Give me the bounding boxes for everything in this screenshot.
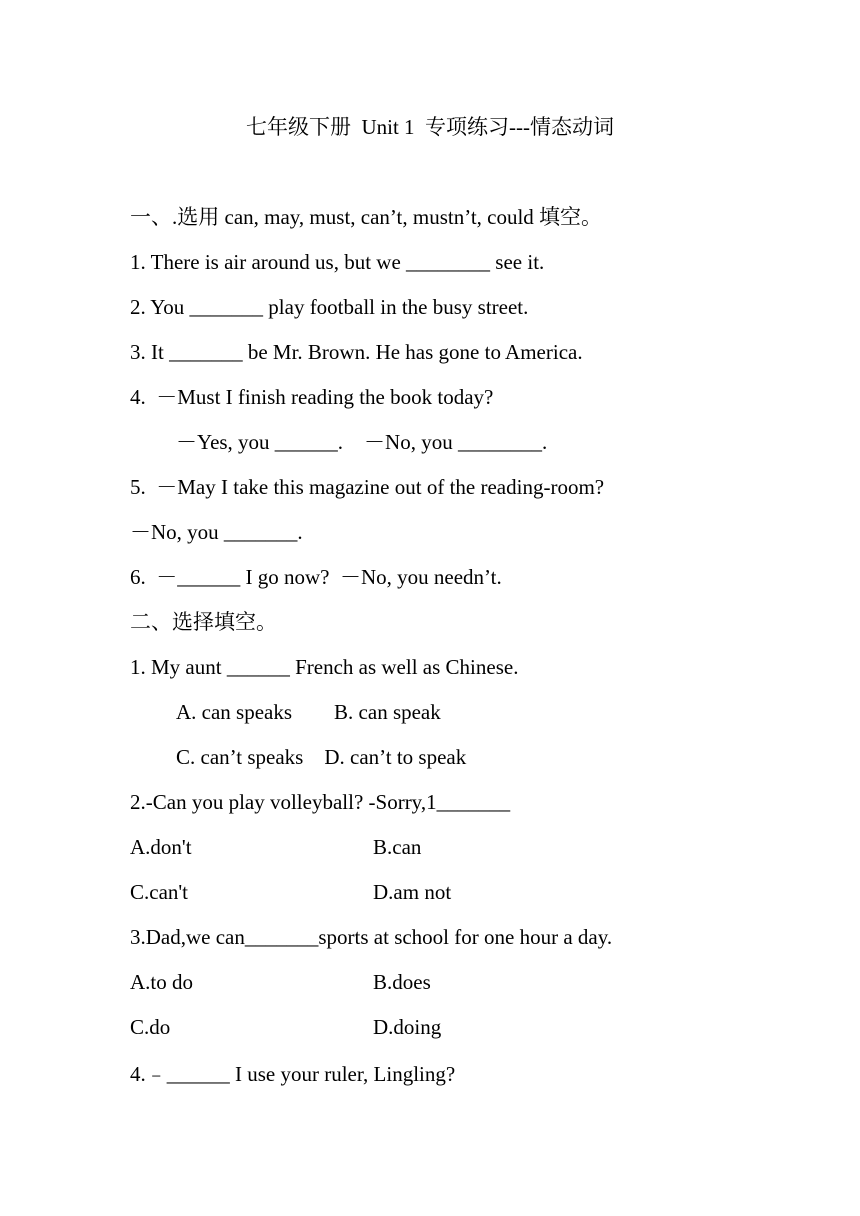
question-1-4-answers: －Yes, you ______. －No, you ________. (176, 430, 548, 454)
question-1-4: 4. －Must I finish reading the book today? (130, 385, 494, 409)
question-2-4: 4.﹣______ I use your ruler, Lingling? (130, 1062, 456, 1086)
question-1-1: 1. There is air around us, but we ________ see it. (130, 250, 545, 274)
section1-heading: 一、.选用 can, may, must, can’t, mustn’t, could 填空。 (130, 205, 603, 229)
question-1-5-answer: －No, you _______. (130, 520, 303, 544)
question-1-3: 3. It _______ be Mr. Brown. He has gone to America. (130, 340, 583, 364)
section2-heading: 二、选择填空。 (130, 610, 277, 634)
question-2-3-option-c: C.do (130, 1015, 171, 1039)
question-2-3-option-b: B.does (373, 970, 431, 994)
question-2-3: 3.Dad,we can_______sports at school for one hour a day. (130, 925, 613, 949)
question-1-6: 6. －______ I go now? －No, you needn’t. (130, 565, 502, 589)
question-1-5: 5. －May I take this magazine out of the reading-room? (130, 475, 605, 499)
question-2-2-option-d: D.am not (373, 880, 452, 904)
question-2-3-option-a: A.to do (130, 970, 193, 994)
question-2-1-options-ab: A. can speaks B. can speak (176, 700, 441, 724)
question-1-2: 2. You _______ play football in the busy street. (130, 295, 529, 319)
question-2-2-option-b: B.can (373, 835, 422, 859)
question-2-2-option-a: A.don't (130, 835, 192, 859)
question-2-2-option-c: C.can't (130, 880, 189, 904)
question-2-1-options-cd: C. can’t speaks D. can’t to speak (176, 745, 467, 769)
page-title: 七年级下册 Unit 1 专项练习---情态动词 (245, 115, 615, 139)
question-2-2: 2.-Can you play volleyball? -Sorry,1_______ (130, 790, 511, 814)
question-2-1: 1. My aunt ______ French as well as Chinese. (130, 655, 519, 679)
question-2-3-option-d: D.doing (373, 1015, 442, 1039)
